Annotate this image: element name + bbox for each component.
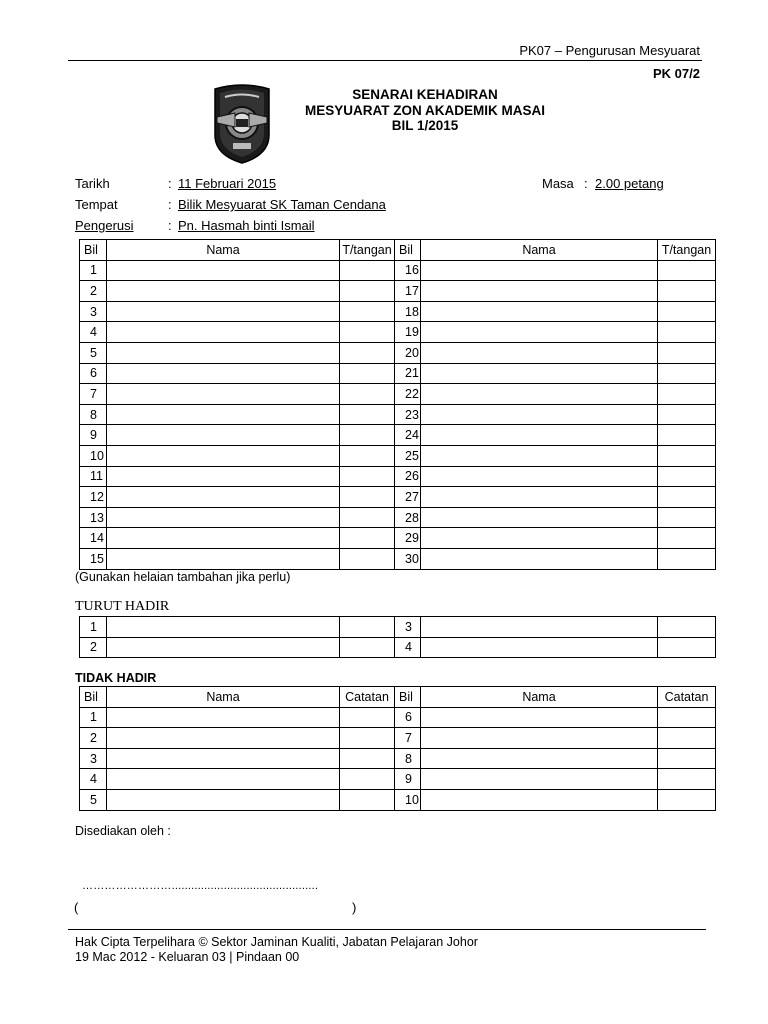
name-cell[interactable]: [107, 707, 340, 728]
attendance-row: [80, 260, 716, 281]
masa-value: 2.00 petang: [595, 176, 664, 191]
header-tandatangan: T/tangan: [658, 240, 716, 261]
row-number: 10: [80, 445, 107, 466]
name-paren-close: ): [352, 900, 357, 915]
tarikh-label: Tarikh: [75, 176, 110, 191]
school-crest-icon: [211, 83, 273, 165]
tidak-hadir-row: [80, 748, 716, 769]
row-number: 20: [395, 342, 421, 363]
name-cell[interactable]: [421, 487, 658, 508]
row-number: 13: [80, 507, 107, 528]
signature-cell[interactable]: [658, 301, 716, 322]
row-number: 1: [80, 617, 107, 638]
row-number: 2: [80, 637, 107, 658]
copyright-text: Hak Cipta Terpelihara © Sektor Jaminan Kualiti, Jabatan Pelajaran Johor: [75, 935, 478, 949]
row-number: 14: [80, 528, 107, 549]
name-cell[interactable]: [421, 363, 658, 384]
row-number: 4: [80, 322, 107, 343]
name-cell[interactable]: [107, 487, 340, 508]
signature-cell[interactable]: [658, 322, 716, 343]
name-cell[interactable]: [107, 342, 340, 363]
signature-cell[interactable]: [658, 528, 716, 549]
row-number: 27: [395, 487, 421, 508]
signature-cell[interactable]: [340, 445, 395, 466]
row-number: 24: [395, 425, 421, 446]
signature-cell[interactable]: [658, 404, 716, 425]
name-cell[interactable]: [107, 425, 340, 446]
title-line-3: BIL 1/2015: [391, 118, 459, 133]
revision-text: 19 Mac 2012 - Keluaran 03 | Pindaan 00: [75, 950, 300, 964]
header-bil: Bil: [395, 240, 421, 261]
row-number: 6: [80, 363, 107, 384]
signature-cell[interactable]: [658, 548, 716, 569]
signature-cell[interactable]: [340, 404, 395, 425]
row-number: 2: [80, 728, 107, 749]
name-cell[interactable]: [107, 404, 340, 425]
header-bil: Bil: [80, 240, 107, 261]
name-cell[interactable]: [107, 617, 340, 638]
row-number: 25: [395, 445, 421, 466]
name-cell[interactable]: [421, 404, 658, 425]
name-cell[interactable]: [107, 637, 340, 658]
form-code: PK 07/2: [653, 66, 700, 81]
signature-cell[interactable]: [340, 281, 395, 302]
signature-cell[interactable]: [340, 260, 395, 281]
name-cell[interactable]: [421, 769, 658, 790]
tempat-colon: :: [168, 197, 172, 212]
attendance-row: [80, 466, 716, 487]
signature-cell[interactable]: [340, 637, 395, 658]
signature-cell[interactable]: [658, 748, 716, 769]
header-divider: [68, 60, 702, 61]
signature-cell[interactable]: [658, 281, 716, 302]
row-number: 7: [395, 728, 421, 749]
row-number: 3: [80, 301, 107, 322]
tempat-label: Tempat: [75, 197, 118, 212]
pengerusi-value: Pn. Hasmah binti Ismail: [178, 218, 315, 233]
name-cell[interactable]: [107, 301, 340, 322]
name-cell[interactable]: [107, 728, 340, 749]
row-number: 15: [80, 548, 107, 569]
signature-cell[interactable]: [340, 425, 395, 446]
name-cell[interactable]: [421, 445, 658, 466]
name-cell[interactable]: [421, 301, 658, 322]
turut-hadir-title: TURUT HADIR: [75, 599, 170, 614]
row-number: 17: [395, 281, 421, 302]
signature-cell[interactable]: [658, 617, 716, 638]
name-cell[interactable]: [421, 617, 658, 638]
header-nama: Nama: [421, 687, 658, 708]
signature-cell[interactable]: [658, 769, 716, 790]
signature-cell[interactable]: [340, 487, 395, 508]
name-cell[interactable]: [421, 789, 658, 810]
name-cell[interactable]: [421, 342, 658, 363]
name-cell[interactable]: [421, 728, 658, 749]
header-catatan: Catatan: [658, 687, 716, 708]
row-number: 8: [80, 404, 107, 425]
signature-cell[interactable]: [658, 507, 716, 528]
document-reference: PK07 – Pengurusan Mesyuarat: [519, 43, 700, 58]
pengerusi-label: Pengerusi: [75, 218, 134, 233]
name-cell[interactable]: [107, 789, 340, 810]
signature-cell[interactable]: [340, 789, 395, 810]
name-cell[interactable]: [421, 466, 658, 487]
attendance-row: [80, 425, 716, 446]
attendance-note: (Gunakan helaian tambahan jika perlu): [75, 570, 291, 584]
row-number: 26: [395, 466, 421, 487]
name-cell[interactable]: [107, 384, 340, 405]
attendance-row: [80, 363, 716, 384]
tidak-hadir-row: [80, 769, 716, 790]
name-cell[interactable]: [107, 548, 340, 569]
signature-cell[interactable]: [658, 728, 716, 749]
row-number: 7: [80, 384, 107, 405]
row-number: 29: [395, 528, 421, 549]
attendance-table: [79, 239, 716, 570]
attendance-row: [80, 487, 716, 508]
title-line-1: SENARAI KEHADIRAN: [352, 87, 498, 102]
name-cell[interactable]: [107, 769, 340, 790]
row-number: 3: [80, 748, 107, 769]
name-cell[interactable]: [421, 425, 658, 446]
signature-cell[interactable]: [658, 637, 716, 658]
turut-hadir-row: [80, 617, 716, 638]
row-number: 18: [395, 301, 421, 322]
row-number: 22: [395, 384, 421, 405]
name-cell[interactable]: [107, 466, 340, 487]
prepared-by-label: Disediakan oleh :: [75, 824, 171, 838]
row-number: 28: [395, 507, 421, 528]
signature-cell[interactable]: [658, 789, 716, 810]
tidak-hadir-row: [80, 728, 716, 749]
turut-hadir-row: [80, 637, 716, 658]
signature-line: …………………….............................................: [82, 880, 319, 892]
name-cell[interactable]: [107, 748, 340, 769]
name-cell[interactable]: [421, 748, 658, 769]
name-cell[interactable]: [107, 363, 340, 384]
row-number: 3: [395, 617, 421, 638]
row-number: 16: [395, 260, 421, 281]
attendance-row: [80, 281, 716, 302]
row-number: 9: [395, 769, 421, 790]
attendance-row: [80, 548, 716, 569]
tidak-hadir-table: [79, 686, 716, 811]
attendance-header-row: [80, 240, 716, 261]
header-bil: Bil: [80, 687, 107, 708]
name-cell[interactable]: [107, 322, 340, 343]
attendance-row: [80, 507, 716, 528]
signature-cell[interactable]: [340, 363, 395, 384]
tarikh-value: 11 Februari 2015: [178, 176, 277, 191]
footer: [75, 935, 478, 965]
name-cell[interactable]: [421, 260, 658, 281]
row-number: 8: [395, 748, 421, 769]
tidak-hadir-row: [80, 789, 716, 810]
signature-cell[interactable]: [658, 466, 716, 487]
row-number: 19: [395, 322, 421, 343]
signature-cell[interactable]: [658, 342, 716, 363]
row-number: 11: [80, 466, 107, 487]
signature-cell[interactable]: [658, 707, 716, 728]
signature-cell[interactable]: [658, 363, 716, 384]
attendance-row: [80, 301, 716, 322]
signature-cell[interactable]: [340, 507, 395, 528]
signature-cell[interactable]: [658, 425, 716, 446]
signature-cell[interactable]: [340, 301, 395, 322]
header-nama: Nama: [421, 240, 658, 261]
row-number: 2: [80, 281, 107, 302]
row-number: 1: [80, 260, 107, 281]
tidak-hadir-title: TIDAK HADIR: [75, 671, 157, 685]
signature-cell[interactable]: [340, 528, 395, 549]
name-cell[interactable]: [421, 281, 658, 302]
name-cell[interactable]: [107, 281, 340, 302]
signature-cell[interactable]: [340, 707, 395, 728]
attendance-row: [80, 445, 716, 466]
row-number: 1: [80, 707, 107, 728]
attendance-row: [80, 384, 716, 405]
signature-cell[interactable]: [340, 384, 395, 405]
name-cell[interactable]: [421, 384, 658, 405]
signature-cell[interactable]: [340, 342, 395, 363]
row-number: 6: [395, 707, 421, 728]
name-cell[interactable]: [107, 260, 340, 281]
turut-hadir-table: [79, 616, 716, 658]
row-number: 4: [395, 637, 421, 658]
row-number: 21: [395, 363, 421, 384]
header-tandatangan: T/tangan: [340, 240, 395, 261]
row-number: 9: [80, 425, 107, 446]
name-cell[interactable]: [107, 445, 340, 466]
signature-cell[interactable]: [340, 728, 395, 749]
masa-label: Masa: [542, 176, 574, 191]
tarikh-colon: :: [168, 176, 172, 191]
tidak-hadir-header-row: [80, 687, 716, 708]
row-number: 30: [395, 548, 421, 569]
form-title: [270, 87, 580, 134]
name-cell[interactable]: [421, 637, 658, 658]
header-nama: Nama: [107, 240, 340, 261]
row-number: 4: [80, 769, 107, 790]
signature-cell[interactable]: [340, 548, 395, 569]
footer-divider: [68, 929, 706, 930]
signature-cell[interactable]: [340, 769, 395, 790]
signature-cell[interactable]: [658, 487, 716, 508]
attendance-row: [80, 528, 716, 549]
row-number: 12: [80, 487, 107, 508]
attendance-row: [80, 322, 716, 343]
row-number: 10: [395, 789, 421, 810]
signature-cell[interactable]: [340, 748, 395, 769]
name-cell[interactable]: [421, 548, 658, 569]
title-line-2: MESYUARAT ZON AKADEMIK MASAI: [305, 102, 545, 118]
row-number: 5: [80, 342, 107, 363]
pengerusi-colon: :: [168, 218, 172, 233]
header-bil: Bil: [395, 687, 421, 708]
header-catatan: Catatan: [340, 687, 395, 708]
header-nama: Nama: [107, 687, 340, 708]
tempat-value: Bilik Mesyuarat SK Taman Cendana: [178, 197, 386, 212]
signature-cell[interactable]: [658, 260, 716, 281]
tidak-hadir-row: [80, 707, 716, 728]
attendance-row: [80, 342, 716, 363]
name-paren-open: (: [74, 900, 79, 915]
name-cell[interactable]: [107, 528, 340, 549]
name-cell[interactable]: [421, 528, 658, 549]
signature-cell[interactable]: [340, 322, 395, 343]
name-cell[interactable]: [421, 707, 658, 728]
name-cell[interactable]: [421, 322, 658, 343]
attendance-row: [80, 404, 716, 425]
name-cell[interactable]: [107, 507, 340, 528]
name-cell[interactable]: [421, 507, 658, 528]
signature-cell[interactable]: [340, 466, 395, 487]
signature-cell[interactable]: [658, 445, 716, 466]
masa-colon: :: [584, 176, 588, 191]
signature-cell[interactable]: [658, 384, 716, 405]
row-number: 23: [395, 404, 421, 425]
signature-cell[interactable]: [340, 617, 395, 638]
row-number: 5: [80, 789, 107, 810]
